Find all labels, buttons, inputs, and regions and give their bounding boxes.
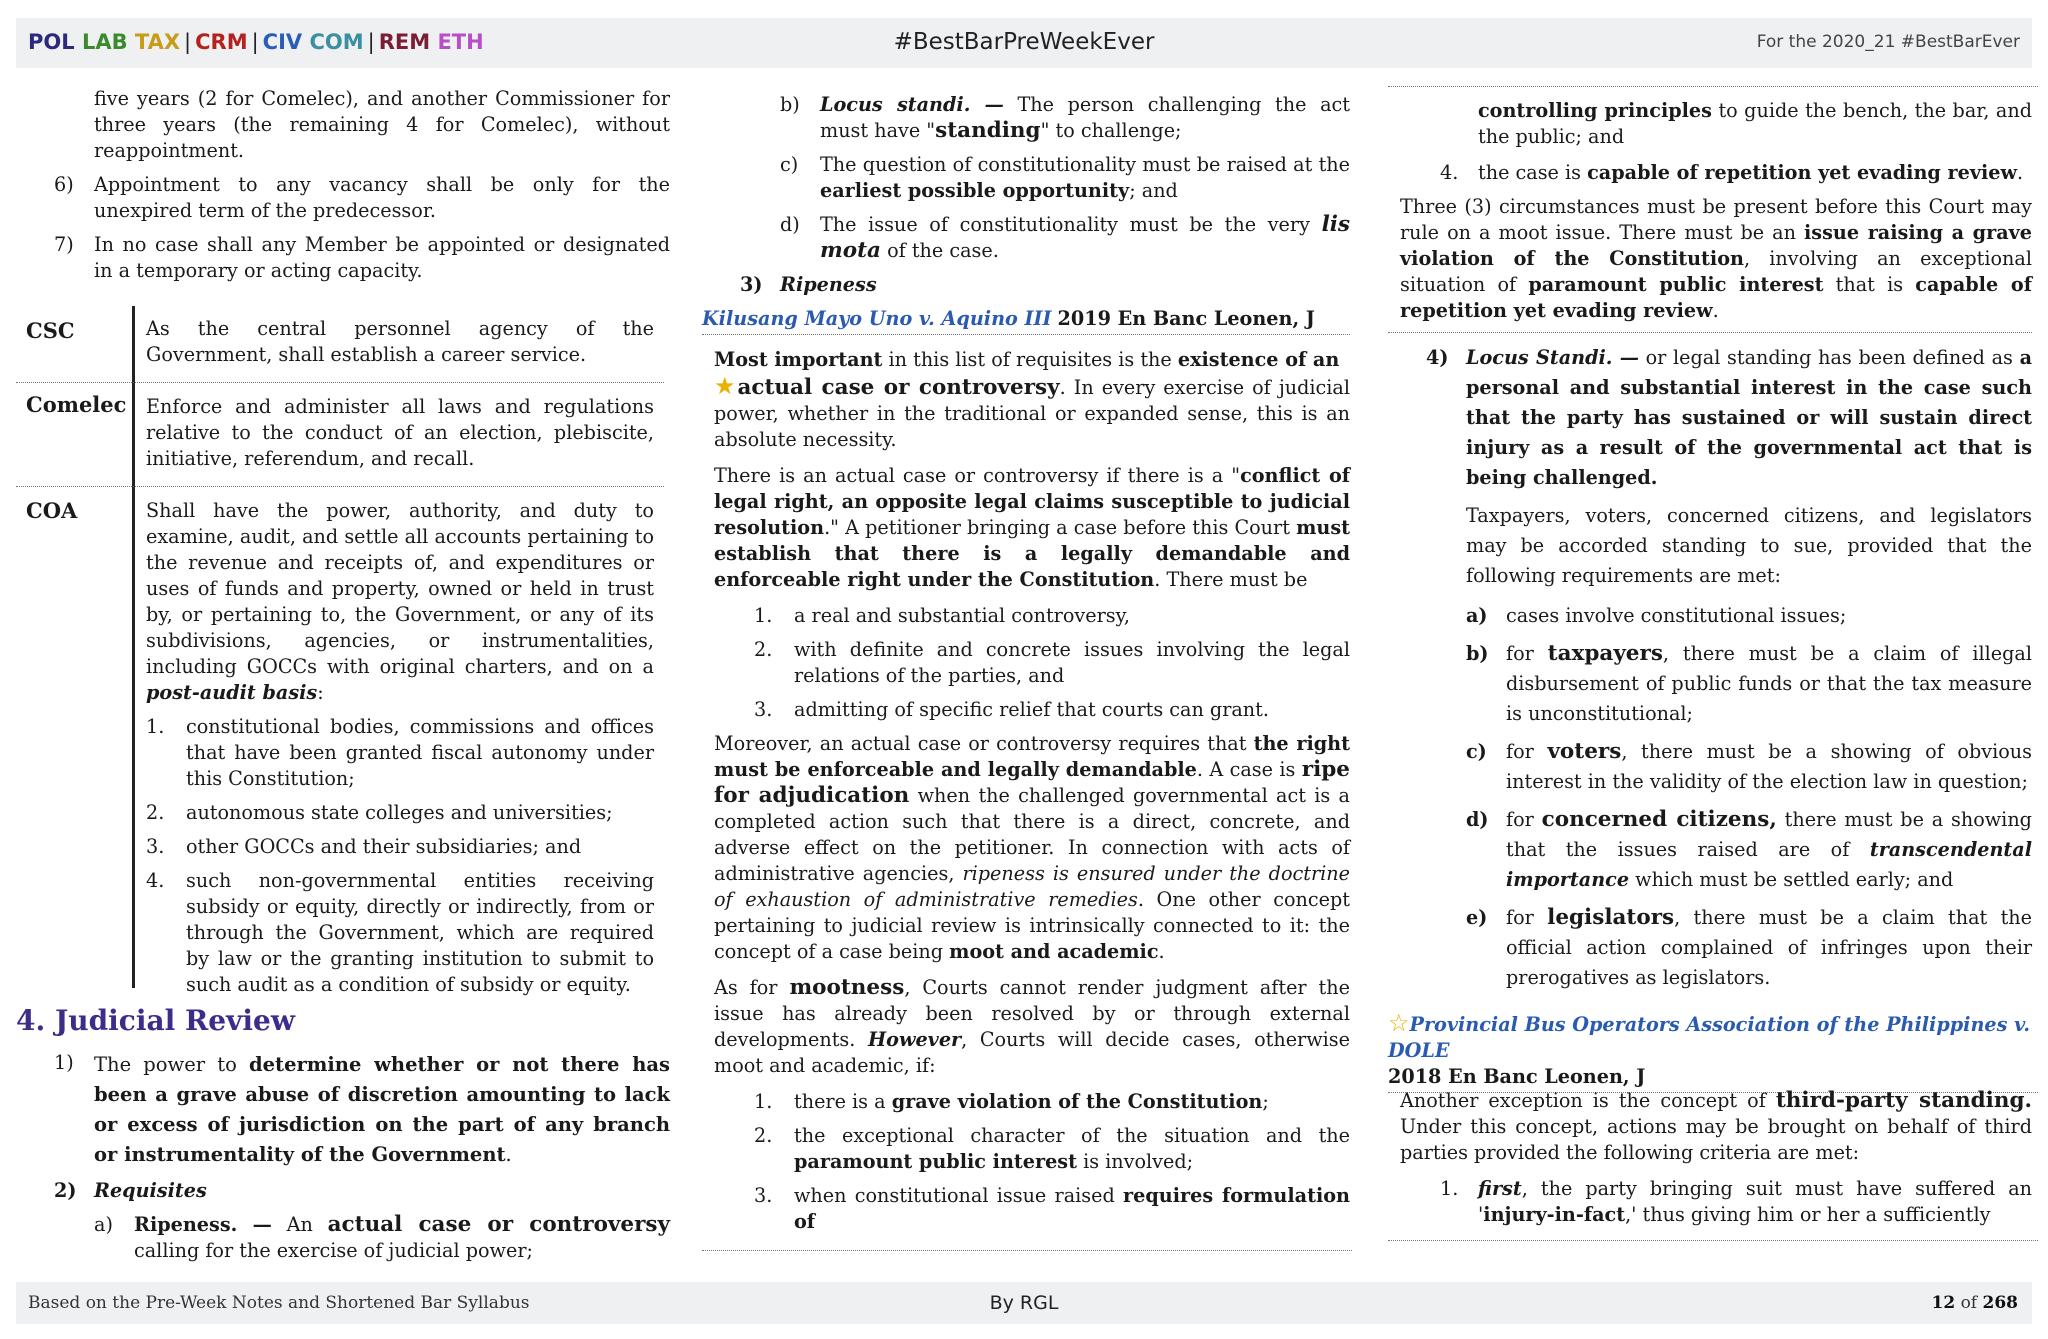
page-header <box>16 18 2032 68</box>
column-1 <box>54 86 670 292</box>
paragraph: There is an actual case or controversy if there is a "conflict of legal right, an opposite legal claims susceptible to judicial resolution." A petitioner bringing a case before this Court must establish that there is a legally demandable and enforceable right under the Constitution. There must be <box>714 464 1350 591</box>
list-item: 4) Locus Standi. — or legal standing has been defined as a personal and substantial interest in the case such that the party has sustained or will sustain direct injury as a result of the governmental act that is being challenged. <box>1426 346 2032 489</box>
column-2 <box>702 92 1350 1243</box>
page-footer <box>16 1282 2032 1324</box>
list-item: 3) Ripeness <box>740 273 877 296</box>
judicial-review-list <box>54 1050 670 1272</box>
list-item: 2) Requisites <box>54 1179 207 1202</box>
subject-eth: ETH <box>437 30 484 54</box>
subject-lab: LAB <box>81 30 135 54</box>
list-item: d) The issue of constitutionality must be the very lis mota of the case. <box>780 212 1351 263</box>
list-item: 1. there is a grave violation of the Constitution; <box>754 1090 1269 1113</box>
table-row: COA Shall have the power, authority, and duty to examine, audit, and settle all accounts pertaining to the revenue and receipts of, and expenditures or uses of funds and property, owned or held in trust by, or pertaining to, the Government, or any of its subdivisions, agencies, or instrumentalities, including GOCCs with original charters, and on a post-audit basis: 1. constitutional bodies, commissions and offices that have been granted fiscal autonomy under this Constitution; 2. autonomous state colleges and universities; 3. other GOCCs and their subsidiaries; and 4. such non-governmental entities receiving subsidy or equity, directly or indirectly, from or through the Government, which are required by law or the granting institution to submit to such audit as a condition of subsidy or equity. <box>26 498 654 996</box>
page-number: 12 of 268 <box>1931 1293 2018 1313</box>
subject-civ: CIV <box>262 30 310 54</box>
list-item: 4. the case is capable of repetition yet evading review. <box>1440 161 2024 184</box>
third-party-standing <box>1400 1088 2032 1236</box>
list-item: b) Locus standi. — The person challenging the act must have "standing" to challenge; <box>780 93 1350 143</box>
subject-pol: POL <box>28 30 82 54</box>
paragraph: Another exception is the concept of third-party standing. Under this concept, actions may be brought on behalf of third parties provided the following criteria are met: <box>1400 1088 2032 1164</box>
paragraph: Moreover, an actual case or controversy requires that the right must be enforceable and legally demandable. A case is ripe for adjudication when the challenged governmental act is a completed action such that there is a direct, concrete, and adverse effect on the petitioner. In connection with acts of administrative agencies, ripeness is ensured under the doctrine of exhaustion of administrative remedies. One other concept pertaining to judicial review is intrinsically connected to it: the concept of a case being moot and academic. <box>714 732 1350 963</box>
subject-tax: TAX <box>134 30 181 54</box>
column-3 <box>1400 98 2032 1001</box>
paragraph: Taxpayers, voters, concerned citizens, and legislators may be accorded standing to sue, provided that the following requirements are met: <box>1466 504 2032 587</box>
list-item: 2. with definite and concrete issues involving the legal relations of the parties, and <box>754 638 1350 687</box>
list-item: e) for legislators, there must be a claim that the official action complained of infringes upon their prerogatives as legislators. <box>1466 905 2032 989</box>
list-item: 2. autonomous state colleges and universities; <box>146 801 613 824</box>
list-item: c) The question of constitutionality must be raised at the earliest possible opportunity; and <box>780 153 1350 202</box>
list-item: 7) In no case shall any Member be appointed or designated in a temporary or acting capacity. <box>54 233 670 282</box>
star-icon: ★ <box>714 372 738 400</box>
case-citation: Kilusang Mayo Uno v. Aquino III 2019 En Banc Leonen, J <box>702 306 1350 335</box>
list-item: 1) The power to determine whether or not there has been a grave abuse of discretion amounting to lack or excess of jurisdiction on the part of any branch or instrumentality of the Government. <box>54 1051 670 1166</box>
case-link[interactable]: Provincial Bus Operators Association of the Philippines v. DOLE <box>1388 1013 2031 1062</box>
list-item: 2. the exceptional character of the situation and the paramount public interest is involved; <box>754 1124 1350 1173</box>
list-item: b) for taxpayers, there must be a claim of illegal disbursement of public funds or that the tax measure is unconstitutional; <box>1466 641 2032 725</box>
header-hashtag: #BestBarPreWeekEver <box>893 29 1155 55</box>
list-item: 1. a real and substantial controversy, <box>754 604 1130 627</box>
table-row: Comelec Enforce and administer all laws and regulations relative to the conduct of an election, plebiscite, initiative, referendum, and recall. <box>16 384 664 487</box>
list-item: a) cases involve constitutional issues; <box>1466 604 1847 627</box>
paragraph: Three (3) circumstances must be present before this Court may rule on a moot issue. There must be an issue raising a grave violation of the Constitution, involving an exceptional situation of paramount public interest that is capable of repetition yet evading review. <box>1388 194 2032 333</box>
list-item: 1. constitutional bodies, commissions and offices that have been granted fiscal autonomy under this Constitution; <box>146 715 654 790</box>
list-item: 3. other GOCCs and their subsidiaries; and <box>146 835 582 858</box>
intro-paragraph: five years (2 for Comelec), and another Commissioner for three years (the remaining 4 for Comelec), without reappointment. <box>94 87 670 162</box>
list-item: a) Ripeness. — An actual case or controversy calling for the exercise of judicial power; <box>94 1212 671 1262</box>
subject-crm: CRM <box>195 30 248 54</box>
table-row: CSC As the central personnel agency of the Government, shall establish a career service. <box>16 310 664 383</box>
column-2-bottom-rule <box>702 1250 1352 1251</box>
subject-com: COM <box>309 30 364 54</box>
list-item: d) for concerned citizens, there must be a showing that the issues raised are of transcendental importance which must be settled early; and <box>1466 807 2032 891</box>
continued-paragraph: controlling principles to guide the bench, the bar, and the public; and <box>1478 99 2032 148</box>
footer-left-text: Based on the Pre-Week Notes and Shortened Bar Syllabus <box>28 1293 530 1313</box>
paragraph: As for mootness, Courts cannot render judgment after the issue has already been resolved by or through external developments. However, Courts will decide cases, otherwise moot and academic, if: <box>714 975 1350 1077</box>
list-item: 3. admitting of specific relief that courts can grant. <box>754 698 1269 721</box>
list-item: 3. when constitutional issue raised requires formulation of <box>754 1184 1350 1233</box>
header-right-text: For the 2020_21 #BestBarEver <box>1756 32 2020 52</box>
list-item: 4. such non-governmental entities receiving subsidy or equity, directly or indirectly, from or through the Government, which are required by law or the granting institution to submit to such audit as a condition of subsidy or equity. <box>146 869 654 996</box>
column-3-top-rule <box>1388 86 2038 87</box>
star-icon: ☆ <box>1388 1009 1410 1037</box>
case-citation: ☆Provincial Bus Operators Association of the Philippines v. DOLE 2018 En Banc Leonen, J <box>1388 1010 2038 1093</box>
subject-separator: | <box>367 30 375 54</box>
coa-description: Shall have the power, authority, and duty to examine, audit, and settle all accounts pertaining to the revenue and receipts of, and expenditures or uses of funds and property, owned or held in trust by, or pertaining to, the Government, or any of its subdivisions, agencies, or instrumentalities, including GOCCs with original charters, and on a post-audit basis: <box>146 499 654 704</box>
section-heading: 4. Judicial Review <box>16 1004 295 1037</box>
paragraph: Most important in this list of requisites is the existence of an ★actual case or controversy. In every exercise of judicial power, whether in the traditional or expanded sense, this is an absolute necessity. <box>714 348 1350 451</box>
case-link[interactable]: Kilusang Mayo Uno v. Aquino III <box>702 307 1052 330</box>
subject-rem: REM <box>378 30 438 54</box>
column-3-bottom-rule <box>1388 1240 2038 1241</box>
footer-author: By RGL <box>989 1292 1059 1314</box>
list-item: 6) Appointment to any vacancy shall be only for the unexpired term of the predecessor. <box>54 173 670 222</box>
list-item: 1. first, the party bringing suit must have suffered an 'injury-in-fact,' thus giving him or her a sufficiently <box>1440 1177 2032 1226</box>
subject-separator: | <box>251 30 259 54</box>
list-item: c) for voters, there must be a showing of obvious interest in the validity of the election law in question; <box>1466 739 2032 793</box>
subject-separator: | <box>184 30 192 54</box>
